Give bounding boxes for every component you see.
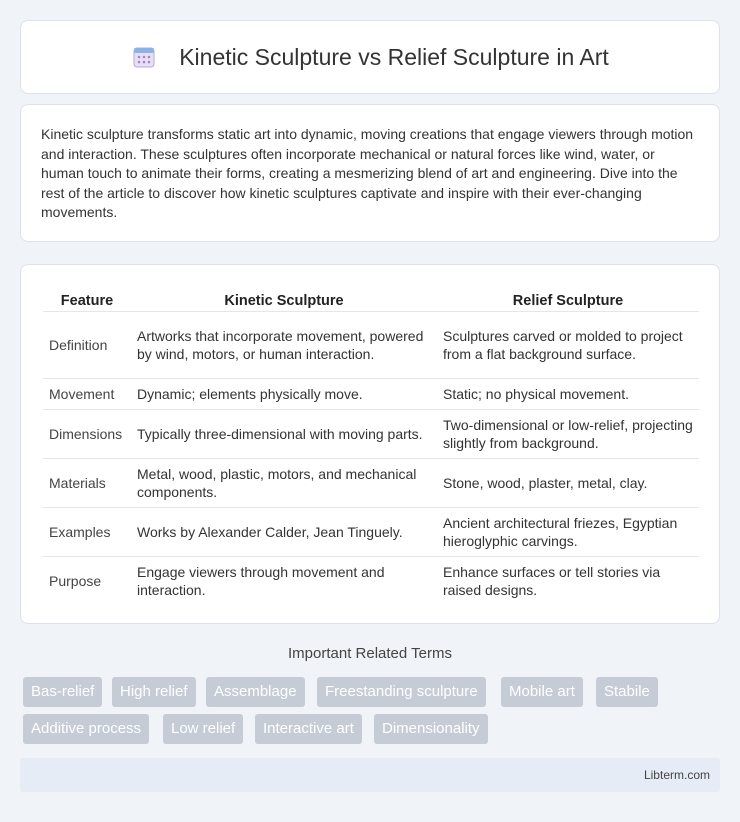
term-tag[interactable]: Stabile <box>596 677 658 707</box>
table-header: Kinetic Sculpture <box>224 292 344 309</box>
term-tag[interactable]: Bas-relief <box>23 677 102 707</box>
table-row <box>43 409 699 458</box>
related-terms-title: Important Related Terms <box>288 645 452 662</box>
table-cell: Sculptures carved or molded to project from a flat background surface. <box>437 311 699 378</box>
table-cell: Typically three-dimensional with moving parts. <box>131 409 437 458</box>
table-row <box>43 556 699 605</box>
term-tag[interactable]: Freestanding sculpture <box>317 677 486 707</box>
footer-site-link[interactable]: Libterm.com <box>643 768 710 782</box>
table-cell: Movement <box>43 378 131 409</box>
comparison-table <box>43 285 699 605</box>
table-cell: Enhance surfaces or tell stories via raised designs. <box>437 556 699 605</box>
table-row <box>43 311 699 378</box>
table-header: Feature <box>60 292 114 309</box>
intro-paragraph: Kinetic sculpture transforms static art into dynamic, moving creations that engage viewers through motion and interaction. These sculptures often incorporate mechanical or natural forces like wind, water, or human touch to animate their forms, creating a mesmerizing blend of art and engineering. Dive into the rest of the article to discover how kinetic sculptures captivate and inspire with their ever-changing movements. <box>41 126 694 220</box>
comparison-card <box>20 264 720 624</box>
table-cell: Metal, wood, plastic, motors, and mechanical components. <box>131 458 437 507</box>
table-cell: Purpose <box>43 556 131 605</box>
term-tag[interactable]: Interactive art <box>255 714 362 744</box>
table-header: Relief Sculpture <box>512 292 624 309</box>
term-tag[interactable]: Dimensionality <box>374 714 488 744</box>
table-cell: Dynamic; elements physically move. <box>131 378 437 409</box>
table-cell: Ancient architectural friezes, Egyptian hieroglyphic carvings. <box>437 507 699 556</box>
table-cell: Dimensions <box>43 409 131 458</box>
term-tag[interactable]: Low relief <box>163 714 243 744</box>
page-title: Kinetic Sculpture vs Relief Sculpture in Art <box>179 43 609 70</box>
intro-card <box>20 104 720 242</box>
table-row <box>43 378 699 409</box>
table-cell: Engage viewers through movement and interaction. <box>131 556 437 605</box>
table-cell: Static; no physical movement. <box>437 378 699 409</box>
table-cell: Works by Alexander Calder, Jean Tinguely. <box>131 507 437 556</box>
term-tag[interactable]: Additive process <box>23 714 149 744</box>
table-header-row <box>43 285 699 311</box>
table-row <box>43 507 699 556</box>
table-cell: Two-dimensional or low-relief, projecting slightly from background. <box>437 409 699 458</box>
table-cell: Stone, wood, plaster, metal, clay. <box>437 458 699 507</box>
table-cell: Artworks that incorporate movement, powered by wind, motors, or human interaction. <box>131 311 437 378</box>
header-card <box>20 20 720 94</box>
table-row <box>43 458 699 507</box>
table-cell: Materials <box>43 458 131 507</box>
table-cell: Examples <box>43 507 131 556</box>
calendar-icon <box>131 44 157 70</box>
term-tag[interactable]: Mobile art <box>501 677 583 707</box>
table-cell: Definition <box>43 311 131 378</box>
term-tag[interactable]: High relief <box>112 677 196 707</box>
footer <box>20 758 720 792</box>
term-tag[interactable]: Assemblage <box>206 677 305 707</box>
